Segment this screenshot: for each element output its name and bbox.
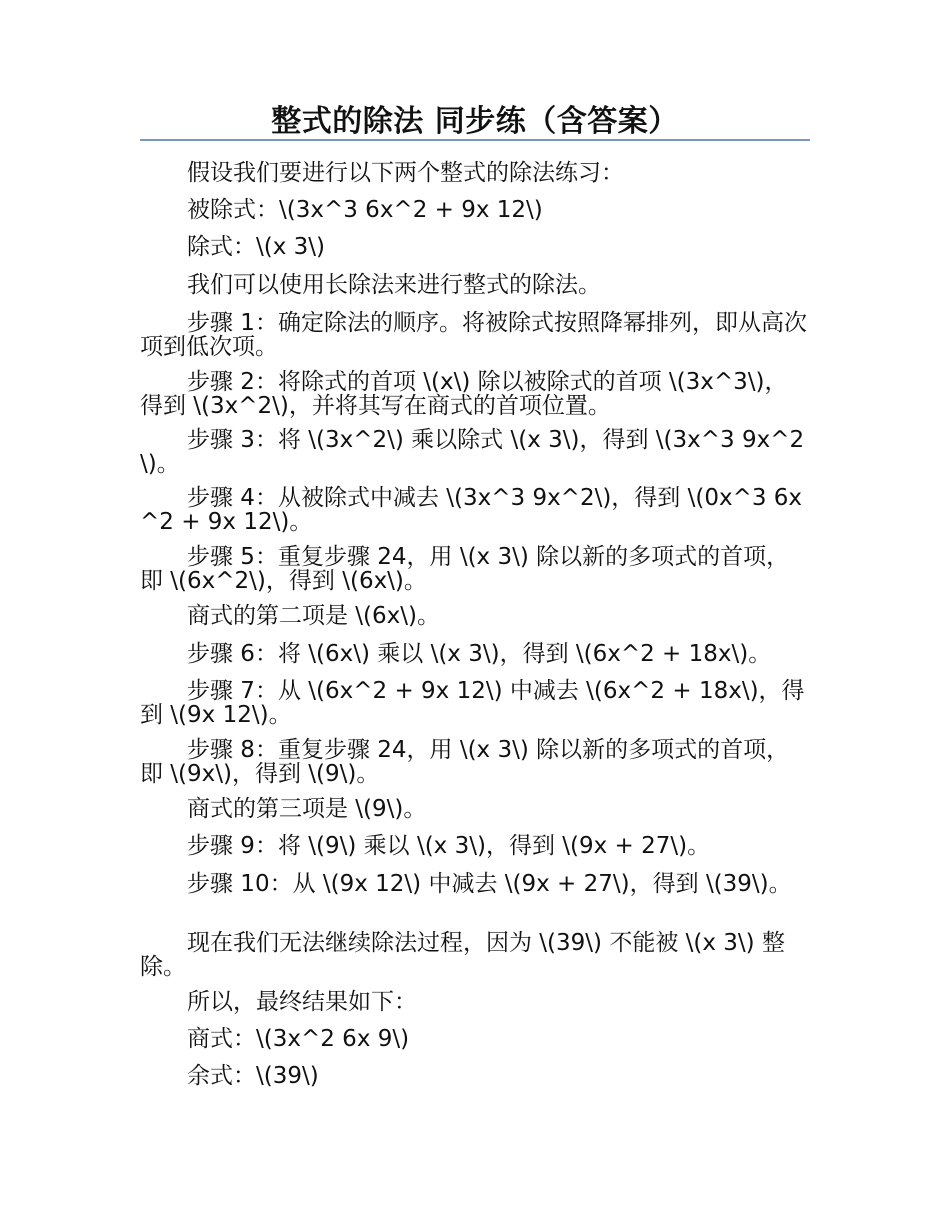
- dividend-line: 被除式：\(3x^3 6x^2 + 9x 12\): [187, 197, 543, 223]
- step-8-paragraph: 步骤 8：重复步骤 24，用 \(x 3\) 除以新的多项式的首项，即 \(9x\)，得到 \(9\)。: [140, 737, 790, 787]
- conclusion-paragraph: 现在我们无法继续除法过程，因为 \(39\) 不能被 \(x 3\) 整除。: [140, 930, 785, 980]
- step-9-paragraph: 步骤 9：将 \(9\) 乘以 \(x 3\)，得到 \(9x + 27\)。: [187, 833, 711, 859]
- intro-paragraph: 假设我们要进行以下两个整式的除法练习：: [187, 160, 624, 186]
- quotient-third-term-paragraph: 商式的第三项是 \(9\)。: [187, 796, 427, 822]
- divisor-line: 除式：\(x 3\): [187, 234, 325, 260]
- step-10-paragraph: 步骤 10：从 \(9x 12\) 中减去 \(9x + 27\)，得到 \(39\)。: [187, 871, 792, 897]
- step-3-paragraph: 步骤 3：将 \(3x^2\) 乘以除式 \(x 3\)，得到 \(3x^3 9x^2\)。: [140, 427, 805, 477]
- remainder-result-line: 余式：\(39\): [187, 1063, 319, 1089]
- quotient-second-term-paragraph: 商式的第二项是 \(6x\)。: [187, 603, 440, 629]
- step-2-paragraph: 步骤 2：将除式的首项 \(x\) 除以被除式的首项 \(3x^3\)，得到 \(3x^2\)，并将其写在商式的首项位置。: [140, 369, 788, 419]
- final-result-intro: 所以，最终结果如下：: [187, 989, 417, 1015]
- document-title: 整式的除法 同步练（含答案）: [271, 104, 679, 139]
- step-7-paragraph: 步骤 7：从 \(6x^2 + 9x 12\) 中减去 \(6x^2 + 18x\)，得到 \(9x 12\)。: [140, 678, 805, 728]
- method-paragraph: 我们可以使用长除法来进行整式的除法。: [187, 272, 601, 298]
- step-1-paragraph: 步骤 1：确定除法的顺序。将被除式按照降幂排列，即从高次项到低次项。: [140, 310, 807, 360]
- step-6-paragraph: 步骤 6：将 \(6x\) 乘以 \(x 3\)，得到 \(6x^2 + 18x\)。: [187, 641, 772, 667]
- step-5-paragraph: 步骤 5：重复步骤 24，用 \(x 3\) 除以新的多项式的首项，即 \(6x^2\)，得到 \(6x\)。: [140, 544, 790, 594]
- step-4-paragraph: 步骤 4：从被除式中减去 \(3x^3 9x^2\)，得到 \(0x^3 6x^2 + 9x 12\)。: [140, 485, 803, 535]
- title-underline-rule: [140, 139, 810, 141]
- quotient-result-line: 商式：\(3x^2 6x 9\): [187, 1026, 410, 1052]
